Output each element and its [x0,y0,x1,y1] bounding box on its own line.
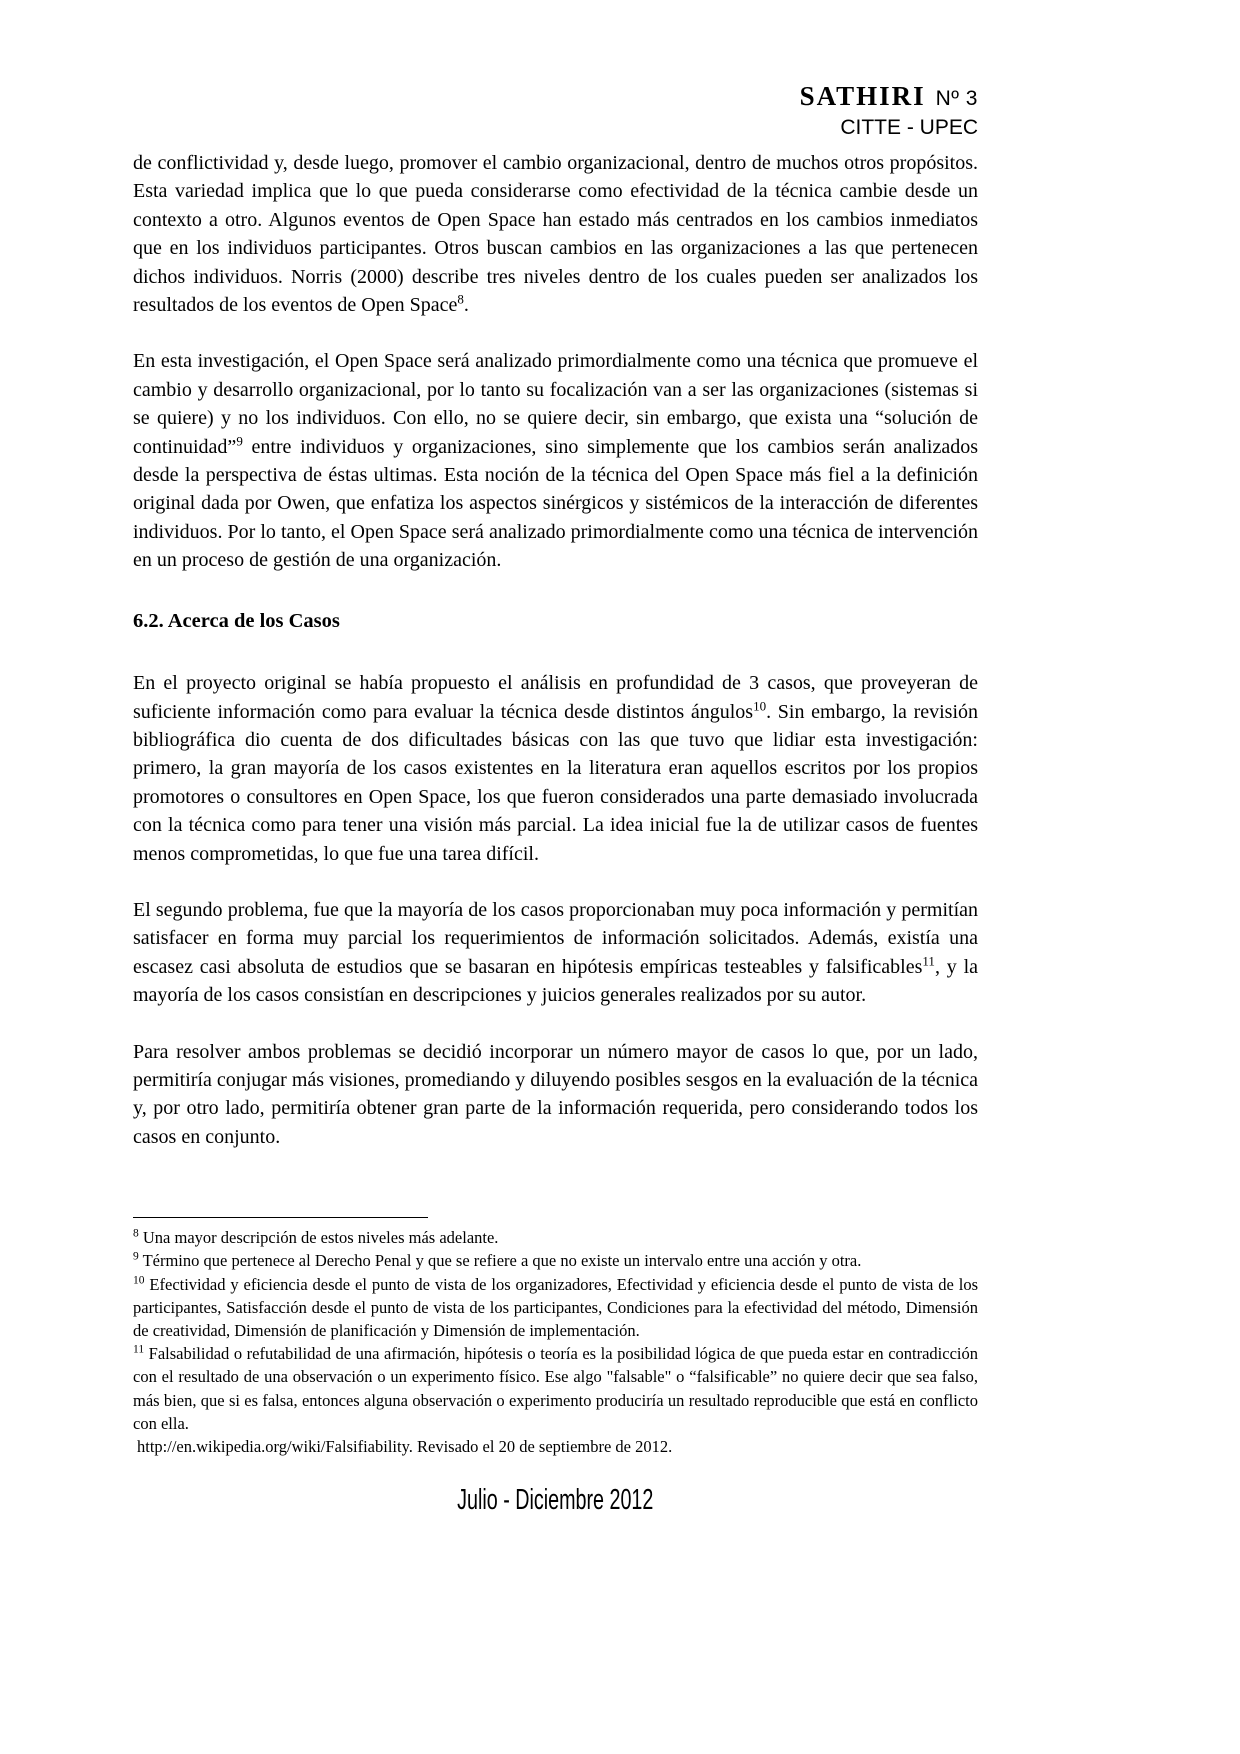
footnote [133,1342,978,1435]
header-title-line [133,80,978,114]
footnote-text: Falsabilidad o refutabilidad de una afirmación, hipótesis o teoría es la posibilidad lógica de que pueda estar en contradicción con el resultado de una observación o un experimento físico. Ese algo "falsable" o “falsificable” no quiere decir que sea falso, más bien, que si es falsa, entonces alguna observación o experimento produciría un resultado reproducible que está en conflicto con ella. [133,1344,978,1433]
paragraph-text: En el proyecto original se había propuesto el análisis en profundidad de 3 casos, que proveyeran de suficiente información como para evaluar la técnica desde distintos ángulos [133,672,978,723]
footnote [133,1273,978,1343]
footnote [133,1249,978,1272]
paragraph-text: El segundo problema, fue que la mayoría de los casos proporcionaban muy poca información y permitían satisfacer en forma muy parcial los requerimientos de información solicitados. Además, existía una escasez casi absoluta de estudios que se basaran en hipótesis empíricas testeables y falsificables [133,898,978,978]
footnote-text: Una mayor descripción de estos niveles más adelante. [142,1228,499,1248]
paragraph-text: En esta investigación, el Open Space será analizado primordialmente como una técnica que promueve el cambio y desarrollo organizacional, por lo tanto su focalización van a ser las organizaciones (sistemas si se quiere) y no los individuos. Con ello, no se quiere decir, sin embargo, que exista una “solución de continuidad” [133,350,978,458]
footnote-url-line: http://en.wikipedia.org/wiki/Falsifiability. Revisado el 20 de septiembre de 2012. [137,1437,673,1457]
paragraph-text: de conflictividad y, desde luego, promover el cambio organizacional, dentro de muchos otros propósitos. Esta variedad implica que lo que pueda considerarse como efectividad de la técnica cambie desde un contexto a otro. Algunos eventos de Open Space han estado más centrados en los cambios inmediatos que en los individuos participantes. Otros buscan cambios en las organizaciones a las que pertenecen dichos individuos. Norris (2000) describe tres niveles dentro de los cuales pueden ser analizados los resultados de los eventos de Open Space [133,152,978,317]
footer-date-range: Julio - Diciembre 2012 [457,1484,654,1517]
footnote-reference: 11 [922,953,935,969]
page-footer [133,1484,978,1517]
paragraph-text: , y la mayoría de los casos consistían en descripciones y juicios generales realizados por su autor. [133,955,978,1007]
paragraph [133,669,978,868]
paragraph [133,1038,978,1152]
paragraph-text: . [463,294,469,317]
page-header [133,80,978,141]
document-body [133,149,978,1151]
footnote-separator-rule [133,1217,428,1218]
footnote-number: 10 [133,1274,145,1287]
paragraph [133,149,978,319]
paragraph [133,896,978,1010]
paragraph-text: Para resolver ambos problemas se decidió incorporar un número mayor de casos lo que, por un lado, permitiría conjugar más visiones, promediando y diluyendo posibles sesgos en la evaluación de la técnica y, por otro lado, permitiría obtener gran parte de la información requerida, pero considerando todos los casos en conjunto. [133,1040,978,1148]
journal-title: SATHIRI [799,81,926,111]
issue-number: Nº 3 [935,87,978,110]
footnote-text: Término que pertenece al Derecho Penal y que se refiere a que no existe un intervalo entre una acción y otra. [142,1251,862,1271]
paragraph-text: entre individuos y organizaciones, sino simplemente que los cambios serán analizados desde la perspectiva de éstas ultimas. Esta noción de la técnica del Open Space más fiel a la definición original dada por Owen, que enfatiza los aspectos sinérgicos y sistémicos de la interacción de diferentes individuos. Por lo tanto, el Open Space será analizado primordialmente como una técnica de intervención en un proceso de gestión de una organización. [133,435,978,572]
footnote-reference: 8 [457,291,464,307]
footnote-number: 11 [133,1343,145,1356]
footnote-reference: 9 [236,433,243,448]
institution-name: CITTE - UPEC [840,115,978,139]
paragraph [133,347,978,574]
footnotes-section [133,1217,978,1458]
footnote-number: 8 [133,1227,139,1240]
footnote-text: Efectividad y eficiencia desde el punto de vista de los organizadores, Efectividad y eficiencia desde el punto de vista de los participantes, Satisfacción desde el punto de vista de los participantes, Condiciones para la efectividad del método, Dimensión de creatividad, Dimensión de planificación y Dimensión de implementación. [133,1274,979,1340]
footnote-number: 9 [133,1250,139,1263]
paragraph-text: . Sin embargo, la revisión bibliográfica dio cuenta de dos dificultades básicas con las que tuvo que lidiar esta investigación: primero, la gran mayoría de los casos existentes en la literatura eran aquellos escritos por los propios promotores o consultores en Open Space, los que fueron considerados una parte demasiado involucrada con la técnica como para tener una visión más parcial. La idea inicial fue la de utilizar casos de fuentes menos comprometidas, lo que fue una tarea difícil. [133,700,979,865]
footnote-reference: 10 [753,697,767,713]
section-heading: 6.2. Acerca de los Casos [133,609,340,632]
footnote [133,1226,978,1249]
